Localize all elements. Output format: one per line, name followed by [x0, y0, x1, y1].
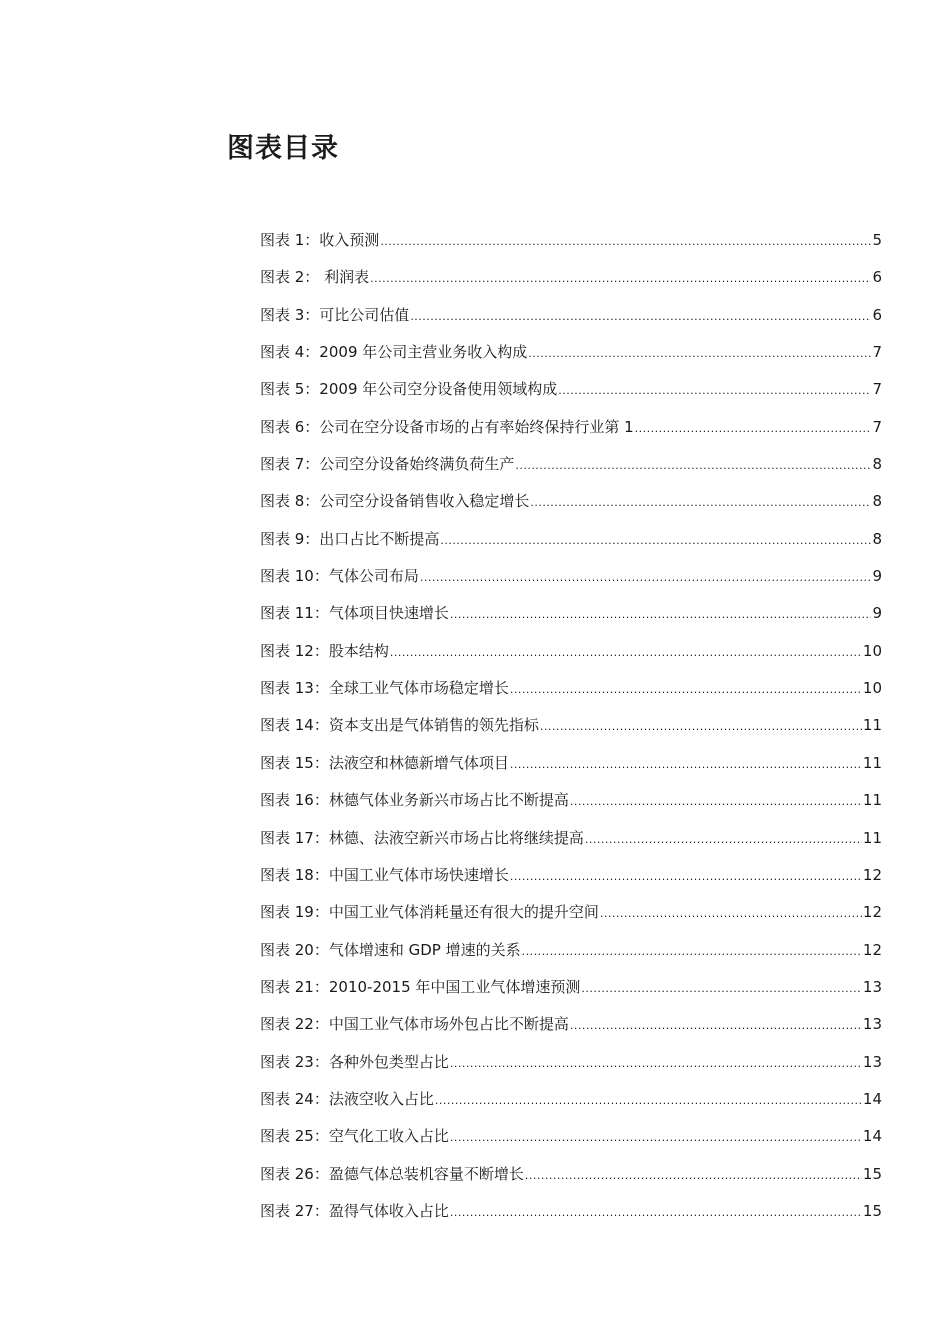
toc-entry-page-number: 6: [872, 305, 882, 324]
toc-entry-label: 图表 6：公司在空分设备市场的占有率始终保持行业第 1: [260, 417, 634, 436]
table-of-figures: [260, 228, 882, 1236]
toc-entry-label: 图表 11：气体项目快速增长: [260, 604, 449, 623]
toc-entry-label: 图表 19：中国工业气体消耗量还有很大的提升空间: [260, 903, 599, 922]
toc-entry-page-number: 13: [862, 977, 882, 996]
toc-entry[interactable]: [260, 900, 882, 937]
toc-entry-label: 图表 14：资本支出是气体销售的领先指标: [260, 716, 539, 735]
toc-entry[interactable]: [260, 415, 882, 452]
toc-dot-leader: [570, 790, 862, 814]
toc-entry-label: 图表 4：2009 年公司主营业务收入构成: [260, 343, 528, 362]
toc-entry-label: 图表 8：公司空分设备销售收入稳定增长: [260, 492, 530, 511]
toc-entry-label: 图表 7：公司空分设备始终满负荷生产: [260, 455, 515, 474]
toc-entry-label: 图表 12：股本结构: [260, 641, 389, 660]
toc-entry-page-number: 7: [872, 380, 882, 399]
toc-dot-leader: [450, 603, 872, 627]
toc-entry-label: 图表 26：盈德气体总装机容量不断增长: [260, 1164, 524, 1183]
toc-entry[interactable]: [260, 713, 882, 750]
toc-entry-label: 图表 20：气体增速和 GDP 增速的关系: [260, 940, 521, 959]
toc-dot-leader: [581, 977, 862, 1001]
toc-entry-page-number: 14: [862, 1089, 882, 1108]
toc-dot-leader: [540, 715, 862, 739]
toc-entry-label: 图表 1：收入预测: [260, 231, 380, 249]
toc-entry[interactable]: [260, 489, 882, 526]
toc-entry[interactable]: [260, 826, 882, 863]
toc-entry[interactable]: [260, 1199, 882, 1236]
toc-entry-label: 图表 15：法液空和林德新增气体项目: [260, 753, 509, 772]
toc-entry[interactable]: [260, 527, 882, 564]
toc-entry-page-number: 13: [862, 1052, 882, 1071]
toc-entry[interactable]: [260, 1012, 882, 1049]
toc-entry-page-number: 6: [872, 268, 882, 287]
toc-entry-label: 图表 22：中国工业气体市场外包占比不断提高: [260, 1015, 569, 1034]
toc-entry-page-number: 8: [872, 529, 882, 548]
toc-entry[interactable]: [260, 1124, 882, 1161]
toc-entry-page-number: 9: [872, 604, 882, 623]
toc-entry[interactable]: [260, 751, 882, 788]
toc-entry-page-number: 7: [872, 343, 882, 362]
toc-dot-leader: [510, 865, 862, 889]
toc-entry-label: 图表 10：气体公司布局: [260, 567, 419, 586]
toc-entry[interactable]: [260, 639, 882, 676]
toc-entry[interactable]: [260, 377, 882, 414]
toc-dot-leader: [450, 1201, 862, 1225]
toc-dot-leader: [420, 566, 872, 590]
toc-entry[interactable]: [260, 303, 882, 340]
toc-dot-leader: [450, 1052, 862, 1076]
toc-dot-leader: [525, 1164, 862, 1188]
toc-entry[interactable]: [260, 340, 882, 377]
toc-entry-label: 图表 3：可比公司估值: [260, 305, 410, 324]
toc-entry-label: 图表 5：2009 年公司空分设备使用领域构成: [260, 380, 558, 399]
toc-dot-leader: [380, 230, 871, 254]
toc-dot-leader: [450, 1126, 862, 1150]
toc-entry[interactable]: [260, 1050, 882, 1087]
toc-entry[interactable]: [260, 938, 882, 975]
toc-entry[interactable]: [260, 601, 882, 638]
toc-entry-page-number: 11: [862, 753, 882, 772]
toc-dot-leader: [570, 1014, 862, 1038]
toc-entry-page-number: 11: [862, 716, 882, 735]
toc-entry-page-number: 8: [872, 492, 882, 511]
toc-entry-label: 图表 18：中国工业气体市场快速增长: [260, 865, 509, 884]
toc-entry-page-number: 5: [872, 231, 882, 249]
toc-entry[interactable]: [260, 228, 882, 265]
page-title: 图表目录: [227, 133, 339, 164]
toc-dot-leader: [515, 454, 871, 478]
toc-dot-leader: [522, 940, 862, 964]
toc-entry-label: 图表 2： 利润表: [260, 268, 370, 287]
toc-entry-label: 图表 17：林德、法液空新兴市场占比将继续提高: [260, 828, 584, 847]
toc-entry[interactable]: [260, 863, 882, 900]
toc-dot-leader: [585, 828, 862, 852]
toc-entry-page-number: 11: [862, 828, 882, 847]
toc-entry-page-number: 12: [862, 940, 882, 959]
toc-dot-leader: [390, 641, 862, 665]
toc-entry-label: 图表 23：各种外包类型占比: [260, 1052, 449, 1071]
toc-entry[interactable]: [260, 1087, 882, 1124]
toc-entry[interactable]: [260, 676, 882, 713]
toc-entry[interactable]: [260, 265, 882, 302]
toc-entry-page-number: 12: [862, 865, 882, 884]
toc-entry[interactable]: [260, 1162, 882, 1199]
toc-entry-page-number: 12: [862, 903, 882, 922]
toc-entry-page-number: 15: [862, 1201, 882, 1220]
toc-entry-page-number: 15: [862, 1164, 882, 1183]
toc-entry[interactable]: [260, 452, 882, 489]
toc-entry-page-number: 8: [872, 455, 882, 474]
toc-entry-page-number: 9: [872, 567, 882, 586]
toc-entry[interactable]: [260, 975, 882, 1012]
toc-dot-leader: [510, 753, 862, 777]
toc-dot-leader: [510, 678, 862, 702]
toc-dot-leader: [435, 1089, 862, 1113]
toc-dot-leader: [600, 902, 862, 926]
toc-entry-page-number: 13: [862, 1015, 882, 1034]
toc-dot-leader: [635, 417, 872, 441]
toc-entry-page-number: 10: [862, 641, 882, 660]
toc-dot-leader: [440, 529, 871, 553]
toc-entry-label: 图表 21：2010-2015 年中国工业气体增速预测: [260, 977, 581, 996]
toc-entry-page-number: 7: [872, 417, 882, 436]
toc-entry-label: 图表 16：林德气体业务新兴市场占比不断提高: [260, 791, 569, 810]
toc-entry[interactable]: [260, 788, 882, 825]
toc-entry-page-number: 10: [862, 679, 882, 698]
toc-dot-leader: [558, 379, 871, 403]
toc-dot-leader: [410, 305, 871, 329]
toc-dot-leader: [528, 342, 871, 366]
toc-entry-label: 图表 25：空气化工收入占比: [260, 1127, 449, 1146]
toc-dot-leader: [370, 267, 871, 291]
toc-entry-label: 图表 13：全球工业气体市场稳定增长: [260, 679, 509, 698]
toc-entry[interactable]: [260, 564, 882, 601]
toc-entry-label: 图表 9：出口占比不断提高: [260, 529, 440, 548]
toc-entry-label: 图表 24：法液空收入占比: [260, 1089, 434, 1108]
toc-entry-label: 图表 27：盈得气体收入占比: [260, 1201, 449, 1220]
toc-entry-page-number: 14: [862, 1127, 882, 1146]
toc-dot-leader: [530, 491, 871, 515]
toc-entry-page-number: 11: [862, 791, 882, 810]
